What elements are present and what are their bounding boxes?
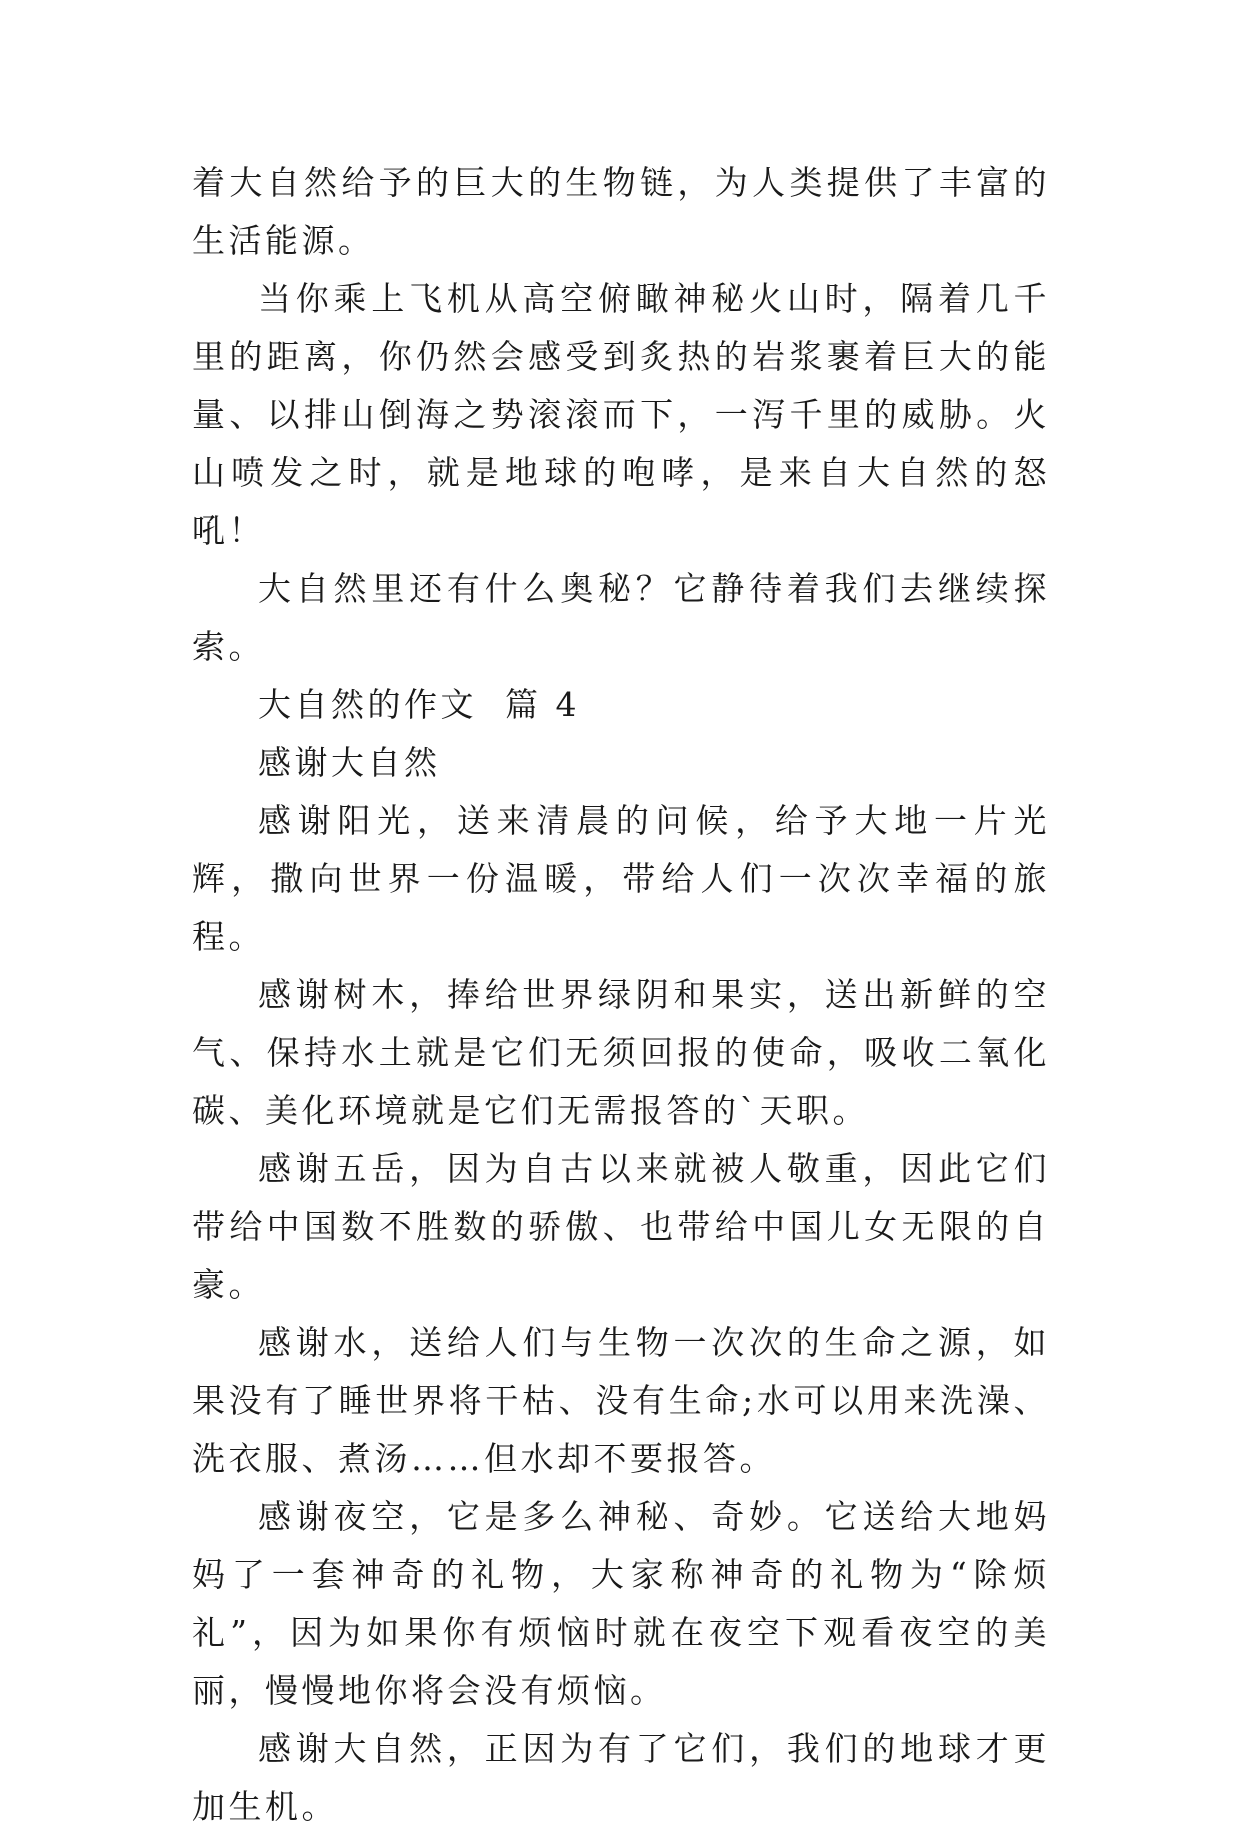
section-heading: 大自然的作文 篇 4	[258, 685, 580, 724]
paragraph-volcano: 当你乘上飞机从高空俯瞰神秘火山时，隔着几千里的距离，你仍然会感受到炙热的岩浆裹着巨大的能量、以排山倒海之势滚滚而下，一泻千里的威胁。火山喷发之时，就是地球的咆哮，是来自大自然的怒吼！	[192, 279, 1050, 550]
paragraph-trees: 感谢树木，捧给世界绿阴和果实，送出新鲜的空气、保持水土就是它们无须回报的使命，吸收二氧化碳、美化环境就是它们无需报答的`天职。	[192, 975, 1050, 1130]
paragraph-mountains: 感谢五岳，因为自古以来就被人敬重，因此它们带给中国数不胜数的骄傲、也带给中国儿女无限的自豪。	[192, 1149, 1050, 1304]
paragraph-mystery: 大自然里还有什么奥秘？它静待着我们去继续探索。	[192, 569, 1050, 666]
document-body	[192, 154, 1050, 1836]
essay-title: 感谢大自然	[258, 743, 441, 782]
paragraph-continuation: 着大自然给予的巨大的生物链，为人类提供了丰富的生活能源。	[192, 163, 1050, 260]
paragraph-conclusion: 感谢大自然，正因为有了它们，我们的地球才更加生机。	[192, 1729, 1050, 1826]
paragraph-water: 感谢水，送给人们与生物一次次的生命之源，如果没有了睡世界将干枯、没有生命;水可以用来洗澡、洗衣服、煮汤……但水却不要报答。	[192, 1323, 1050, 1478]
paragraph-sunlight: 感谢阳光，送来清晨的问候，给予大地一片光辉，撒向世界一份温暖，带给人们一次次幸福的旅程。	[192, 801, 1050, 956]
paragraph-night-sky: 感谢夜空，它是多么神秘、奇妙。它送给大地妈妈了一套神奇的礼物，大家称神奇的礼物为“除烦礼”，因为如果你有烦恼时就在夜空下观看夜空的美丽，慢慢地你将会没有烦恼。	[192, 1497, 1050, 1710]
